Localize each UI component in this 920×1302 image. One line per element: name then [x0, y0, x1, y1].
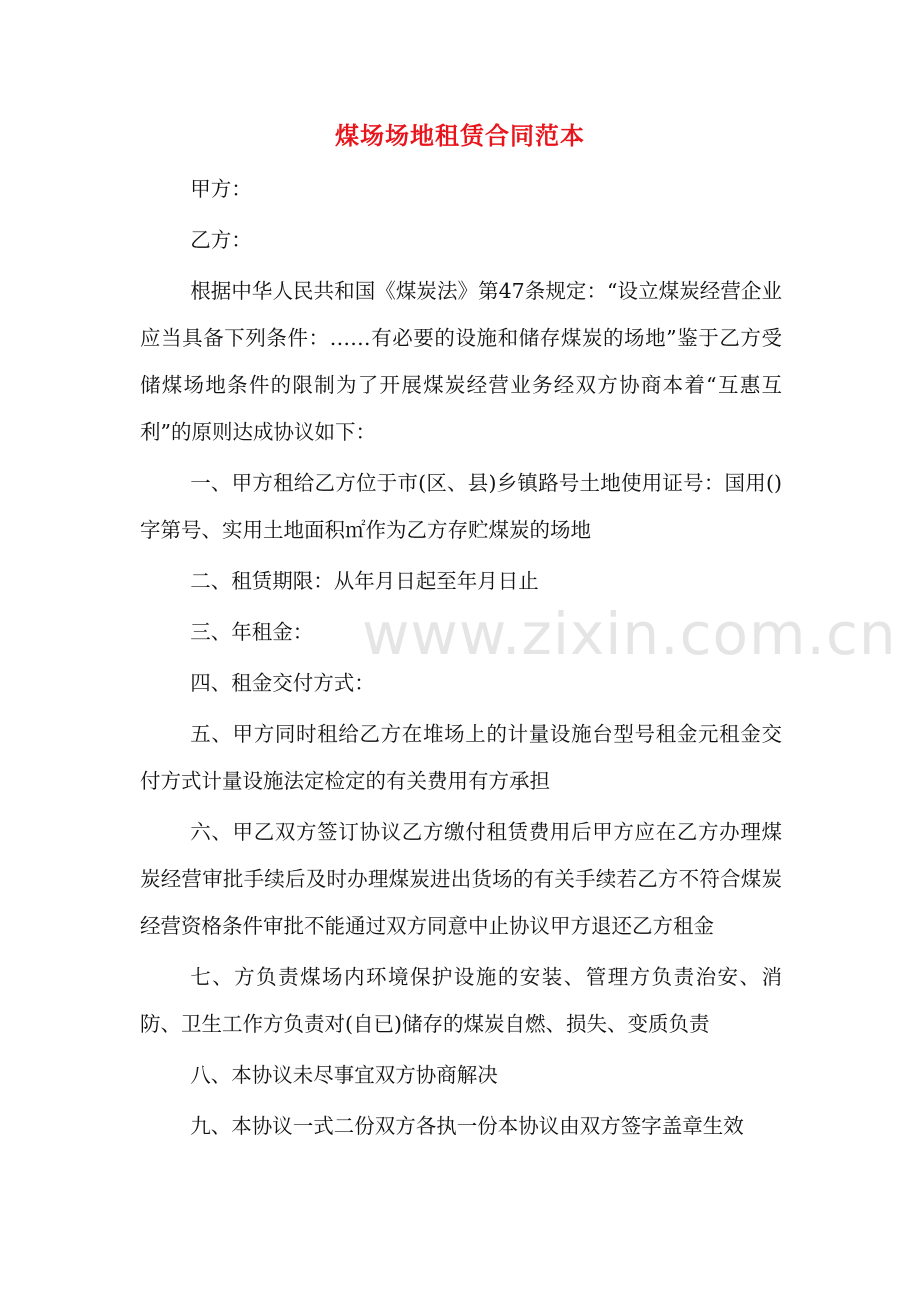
- clause-9: 九、本协议一式二份双方各执一份本协议由双方签字盖章生效: [190, 1114, 744, 1138]
- preamble-paragraph: 根据中华人民共和国《煤炭法》第47条规定：“设立煤炭经营企业应当具备下列条件：……有必要的设施和储存煤炭的场地”鉴于乙方受储煤场地条件的限制为了开展煤炭经营业务经双方协商本着“互惠互利”的原则达成协议如下：: [140, 279, 782, 444]
- watermark: www.zixin.com.cn: [362, 600, 897, 668]
- clause-7: 七、方负责煤场内环境保护设施的安装、管理方负责治安、消防、卫生工作方负责对(自已)储存的煤炭自燃、损失、变质负责: [140, 965, 782, 1036]
- clause-2: 二、租赁期限：从年月日起至年月日止: [190, 569, 539, 593]
- clause-3: 三、年租金：: [190, 620, 314, 644]
- document-title: 煤场场地租赁合同范本: [335, 121, 585, 150]
- clause-1: 一、甲方租给乙方位于市(区、县)乡镇路号土地使用证号：国用()字第号、实用土地面积㎡作为乙方存贮煤炭的场地: [140, 471, 782, 542]
- clause-6: 六、甲乙双方签订协议乙方缴付租赁费用后甲方应在乙方办理煤炭经营审批手续后及时办理煤炭进出货场的有关手续若乙方不符合煤炭经营资格条件审批不能通过双方同意中止协议甲方退还乙方租金: [140, 820, 782, 938]
- party-a-line: 甲方：: [190, 177, 252, 201]
- clause-4: 四、租金交付方式：: [190, 671, 375, 695]
- clause-8: 八、本协议未尽事宜双方协商解决: [190, 1063, 498, 1087]
- party-b-line: 乙方：: [190, 228, 252, 252]
- clause-5: 五、甲方同时租给乙方在堆场上的计量设施台型号租金元租金交付方式计量设施法定检定的有关费用有方承担: [140, 722, 782, 793]
- document-body: [140, 166, 782, 1150]
